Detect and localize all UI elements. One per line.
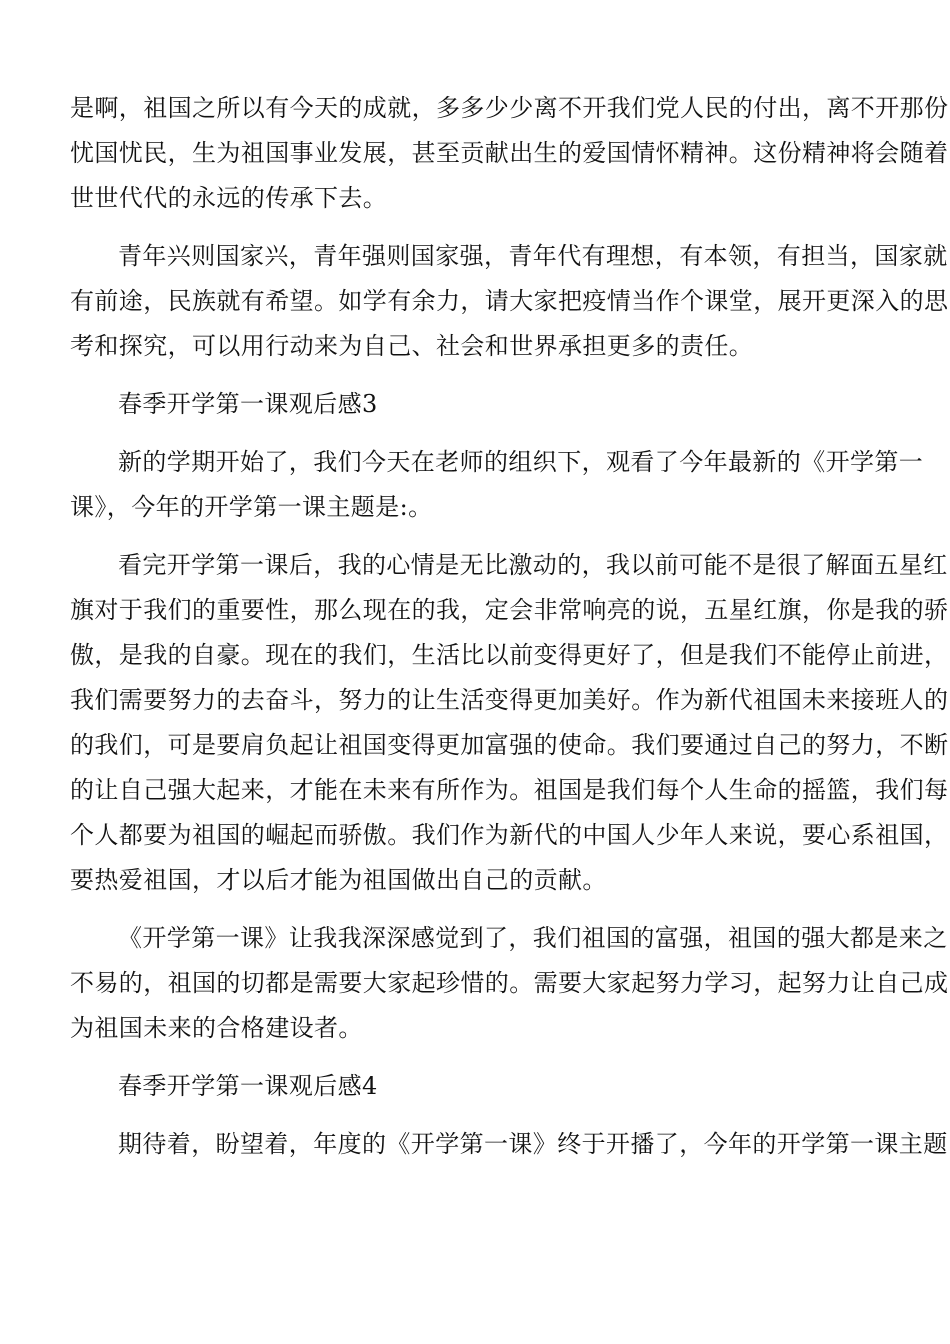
text-line: 的让自己强大起来，才能在未来有所作为。祖国是我们每个人生命的摇篮，我们每 bbox=[70, 776, 949, 804]
text-line: 要热爱祖国，才以后才能为祖国做出自己的贡献。 bbox=[70, 866, 607, 894]
text-line: 傲，是我的自豪。现在的我们，生活比以前变得更好了，但是我们不能停止前进， bbox=[70, 641, 949, 669]
text-line: 课》，今年的开学第一课主题是:。 bbox=[70, 493, 433, 521]
text-line: 的我们，可是要肩负起让祖国变得更加富强的使命。我们要通过自己的努力，不断 bbox=[70, 731, 949, 759]
paragraph bbox=[70, 86, 949, 221]
paragraph bbox=[70, 916, 949, 1051]
text-line: 忧国忧民，生为祖国事业发展，甚至贡献出生的爱国情怀精神。这份精神将会随着 bbox=[70, 139, 949, 167]
text-line: 为祖国未来的合格建设者。 bbox=[70, 1014, 363, 1042]
text-line: 看完开学第一课后，我的心情是无比激动的，我以前可能不是很了解面五星红 bbox=[118, 551, 948, 579]
text-line: 新的学期开始了，我们今天在老师的组织下，观看了今年最新的《开学第一 bbox=[118, 448, 924, 476]
text-line: 旗对于我们的重要性，那么现在的我，定会非常响亮的说，五星红旗，你是我的骄 bbox=[70, 596, 949, 624]
heading-text: 春季开学第一课观后感4 bbox=[118, 1072, 378, 1100]
document-page bbox=[70, 86, 949, 1180]
paragraph bbox=[70, 440, 924, 530]
text-line: 期待着，盼望着，年度的《开学第一课》终于开播了，今年的开学第一课主题 bbox=[118, 1130, 948, 1158]
text-line: 是啊，祖国之所以有今天的成就，多多少少离不开我们党人民的付出，离不开那份 bbox=[70, 94, 949, 122]
text-line: 个人都要为祖国的崛起而骄傲。我们作为新代的中国人少年人来说，要心系祖国， bbox=[70, 821, 949, 849]
paragraph bbox=[70, 1122, 948, 1167]
paragraph bbox=[70, 234, 949, 369]
text-line: 青年兴则国家兴，青年强则国家强，青年代有理想，有本领，有担当，国家就 bbox=[118, 242, 948, 270]
text-line: 考和探究，可以用行动来为自己、社会和世界承担更多的责任。 bbox=[70, 332, 754, 360]
text-line: 世世代代的永远的传承下去。 bbox=[70, 184, 388, 212]
paragraph bbox=[70, 543, 949, 903]
section-heading bbox=[70, 382, 882, 427]
text-line: 《开学第一课》让我我深深感觉到了，我们祖国的富强，祖国的强大都是来之 bbox=[118, 924, 948, 952]
heading-text: 春季开学第一课观后感3 bbox=[118, 390, 378, 418]
text-line: 我们需要努力的去奋斗，努力的让生活变得更加美好。作为新代祖国未来接班人的 bbox=[70, 686, 949, 714]
text-line: 有前途，民族就有希望。如学有余力，请大家把疫情当作个课堂，展开更深入的思 bbox=[70, 287, 949, 315]
section-heading bbox=[70, 1064, 882, 1109]
text-line: 不易的，祖国的切都是需要大家起珍惜的。需要大家起努力学习，起努力让自己成 bbox=[70, 969, 949, 997]
